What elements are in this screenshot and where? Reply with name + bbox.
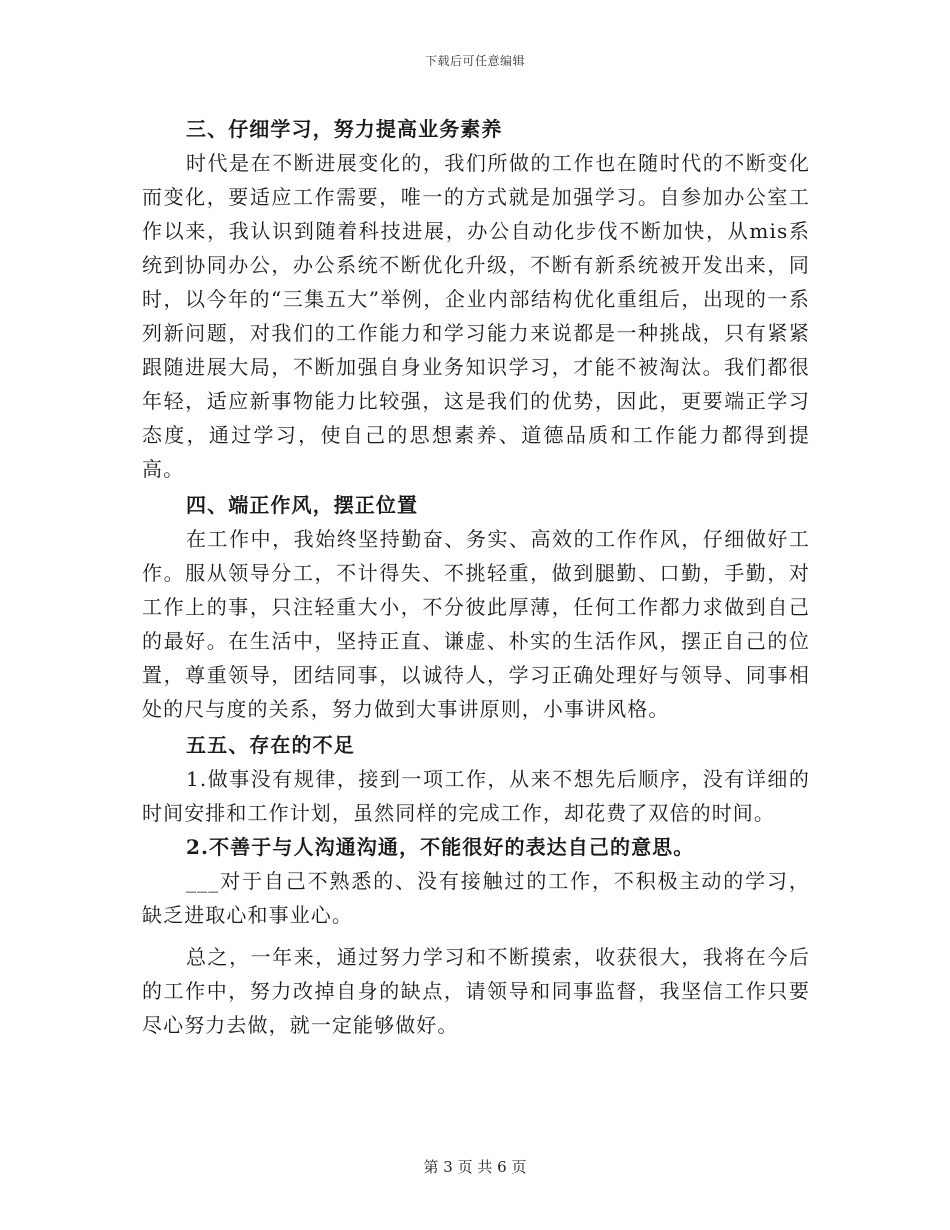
section-heading-5: 五五、存在的不足 bbox=[186, 733, 355, 757]
paragraph-shortcoming-2: 2.不善于与人沟通沟通，不能很好的表达自己的意思。 bbox=[186, 835, 695, 859]
paragraph-study: 时代是在不断进展变化的，我们所做的工作也在随时代的不断变化而变化，要适应工作需要，唯一的方式就是加强学习。自参加办公室工作以来，我认识到随着科技进展，办公自动化步伐不断加快，从mis系统到协同办公，办公系统不断优化升级，不断有新系统被开发出来，同时，以今年的“三集五大”举例，企业内部结构优化重组后，出现的一系列新问题，对我们的工作能力和学习能力来说都是一种挑战，只有紧紧跟随进展大局，不断加强自身业务知识学习，才能不被淘汰。我们都很年轻，适应新事物能力比较强，这是我们的优势，因此，更要端正学习态度，通过学习，使自己的思想素养、道德品质和工作能力都得到提高。 bbox=[142, 151, 810, 481]
paragraph-work-style: 在工作中，我始终坚持勤奋、务实、高效的工作作风，仔细做好工作。服从领导分工，不计得失、不挑轻重，做到腿勤、口勤，手勤，对工作上的事，只注轻重大小，不分彼此厚薄，任何工作都力求做到自己的最好。在生活中，坚持正直、谦虚、朴实的生活作风，摆正自己的位置，尊重领导，团结同事，以诚待人，学习正确处理好与领导、同事相处的尺与度的关系，努力做到大事讲原则，小事讲风格。 bbox=[142, 527, 810, 721]
document-body bbox=[142, 110, 810, 1042]
page-header: 下载后可任意编辑 bbox=[424, 54, 525, 68]
page-footer: 第 3 页 共 6 页 bbox=[423, 1158, 527, 1176]
paragraph-shortcoming-3: ___对于自己不熟悉的、没有接触过的工作，不积极主动的学习，缺乏进取心和事业心。 bbox=[142, 869, 810, 927]
paragraph-conclusion: 总之，一年来，通过努力学习和不断摸索，收获很大，我将在今后的工作中，努力改掉自身的缺点，请领导和同事监督，我坚信工作只要尽心努力去做，就一定能够做好。 bbox=[142, 945, 810, 1037]
paragraph-shortcoming-1: 1.做事没有规律，接到一项工作，从来不想先后顺序，没有详细的时间安排和工作计划，虽然同样的完成工作，却花费了双倍的时间。 bbox=[142, 767, 810, 825]
section-heading-3: 三、仔细学习，努力提高业务素养 bbox=[186, 117, 503, 141]
section-heading-4: 四、端正作风，摆正位置 bbox=[186, 493, 419, 517]
